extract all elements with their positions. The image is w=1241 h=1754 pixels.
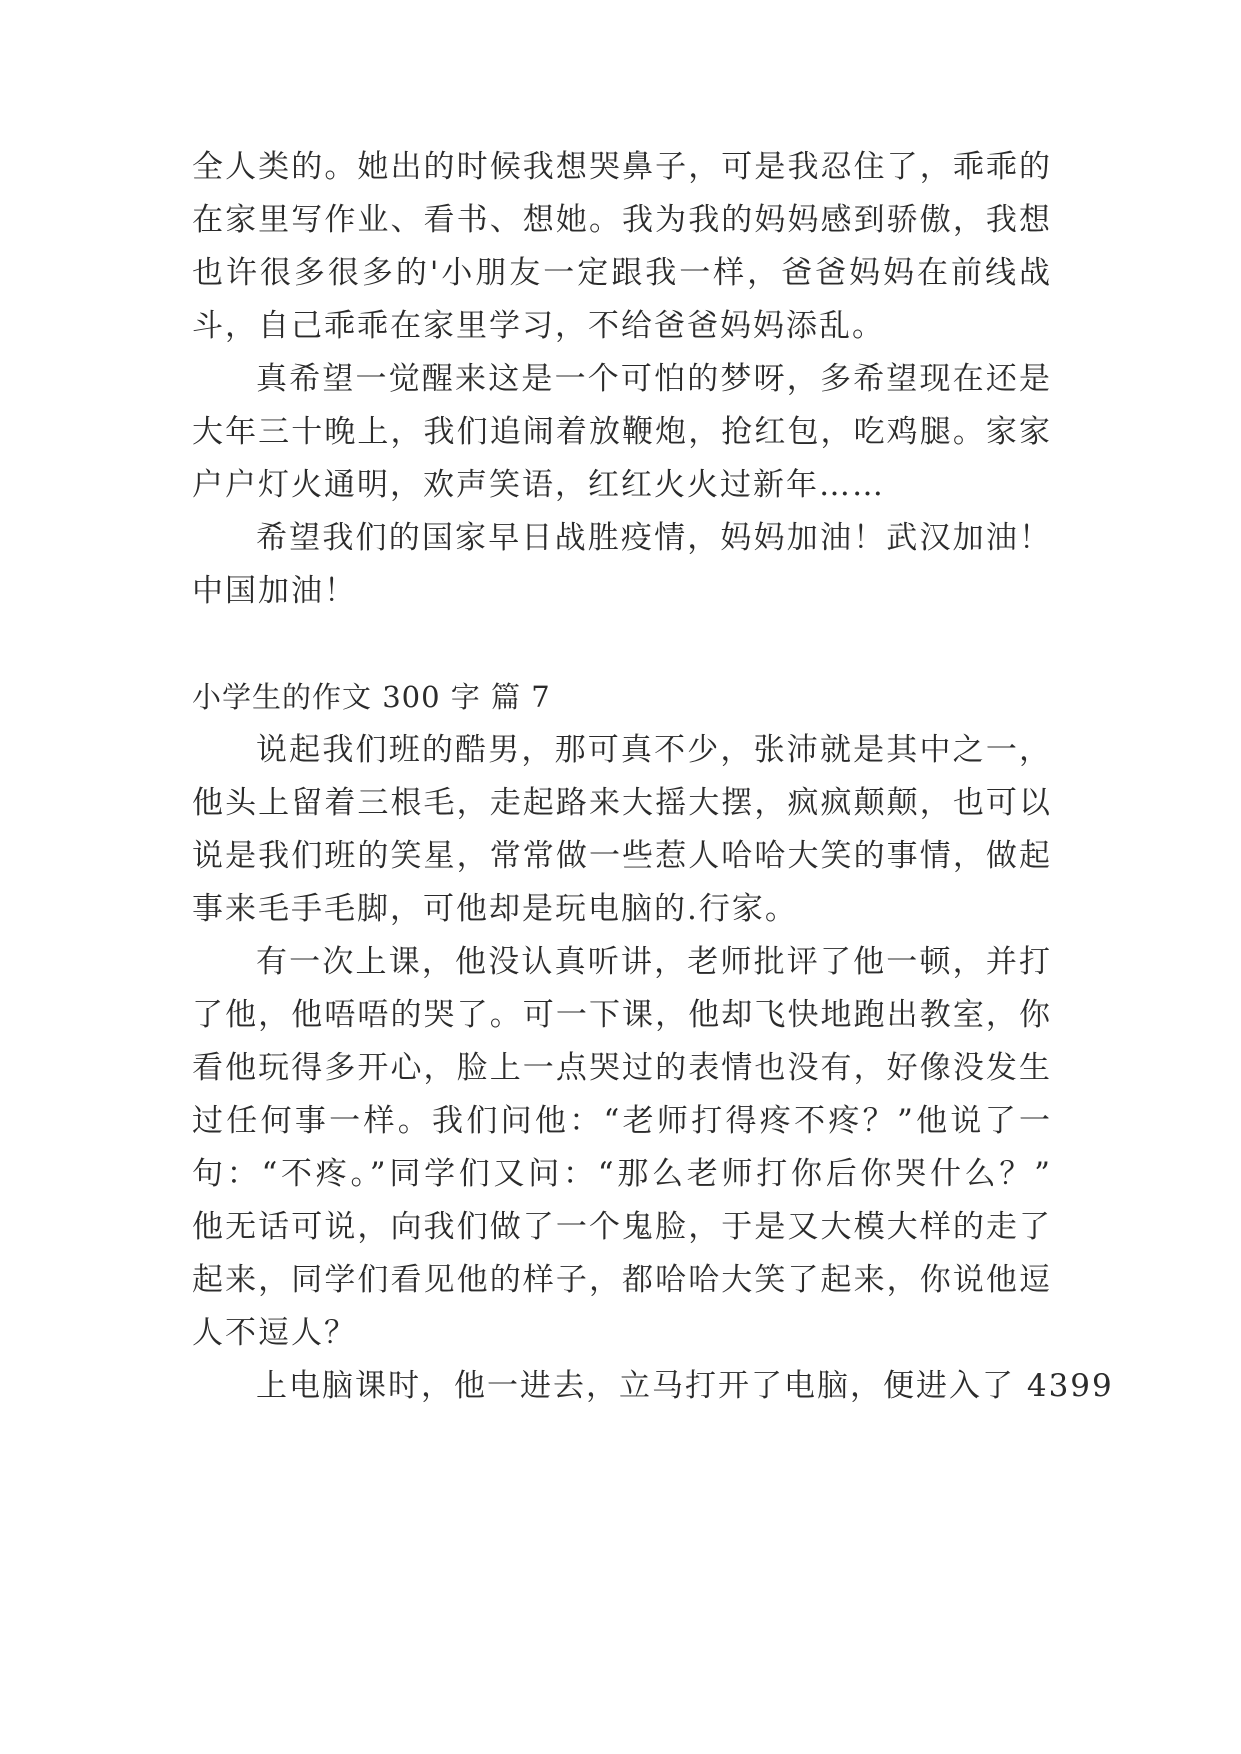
paragraph-line: 希望我们的国家早日战胜疫情，妈妈加油！武汉加油！	[256, 520, 1052, 556]
paragraph-line: 他头上留着三根毛，走起路来大摇大摆，疯疯颠颠，也可以	[192, 785, 1052, 821]
paragraph-line: 户户灯火通明，欢声笑语，红红火火过新年……	[192, 467, 885, 503]
paragraph-line: 事来毛手毛脚，可他却是玩电脑的.行家。	[192, 891, 798, 927]
paragraph-line: 说是我们班的笑星，常常做一些惹人哈哈大笑的事情，做起	[192, 838, 1052, 874]
paragraph-line: 斗，自己乖乖在家里学习，不给爸爸妈妈添乱。	[192, 308, 885, 344]
paragraph-line: 有一次上课，他没认真听讲，老师批评了他一顿，并打	[256, 944, 1052, 980]
paragraph-line: 说起我们班的酷男，那可真不少，张沛就是其中之一，	[256, 732, 1052, 768]
paragraph-line: 中国加油！	[192, 573, 357, 609]
paragraph-line: 句：“不疼。”同学们又问：“那么老师打你后你哭什么？”	[192, 1156, 1052, 1192]
paragraph-line: 也许很多很多的'小朋友一定跟我一样，爸爸妈妈在前线战	[192, 255, 1052, 291]
paragraph-line: 过任何事一样。我们问他：“老师打得疼不疼？”他说了一	[192, 1103, 1052, 1139]
paragraph-line: 在家里写作业、看书、想她。我为我的妈妈感到骄傲，我想	[192, 202, 1052, 238]
paragraph-line: 看他玩得多开心，脸上一点哭过的表情也没有，好像没发生	[192, 1050, 1052, 1086]
paragraph-line: 起来，同学们看见他的样子，都哈哈大笑了起来，你说他逗	[192, 1262, 1052, 1298]
paragraph-line: 真希望一觉醒来这是一个可怕的梦呀，多希望现在还是	[256, 361, 1052, 397]
paragraph-line: 全人类的。她出的时候我想哭鼻子，可是我忍住了，乖乖的	[192, 149, 1052, 185]
section-heading: 小学生的作文 300 字 篇 7	[192, 680, 551, 714]
paragraph-line: 了他，他唔唔的哭了。可一下课，他却飞快地跑出教室，你	[192, 997, 1052, 1033]
paragraph-line: 上电脑课时，他一进去，立马打开了电脑，便进入了 4399	[256, 1368, 1114, 1404]
paragraph-line: 他无话可说，向我们做了一个鬼脸，于是又大模大样的走了	[192, 1209, 1052, 1245]
paragraph-line: 大年三十晚上，我们追闹着放鞭炮，抢红包，吃鸡腿。家家	[192, 414, 1052, 450]
paragraph-line: 人不逗人？	[192, 1315, 357, 1351]
